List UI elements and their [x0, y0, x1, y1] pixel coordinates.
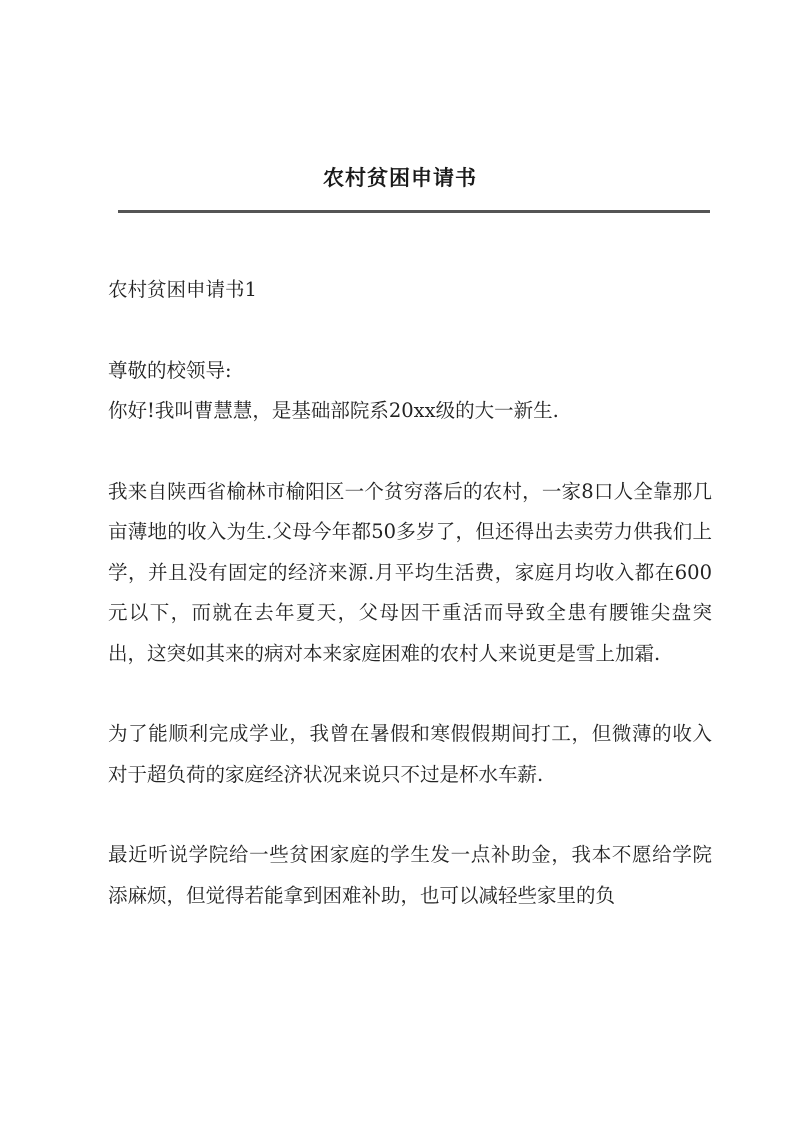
body-paragraph: 我来自陕西省榆林市榆阳区一个贫穷落后的农村，一家8口人全靠那几亩薄地的收入为生.父母今年都50多岁了，但还得出去卖劳力供我们上学，并且没有固定的经济来源.月平均生活费，家庭月均收入都在600元以下，而就在去年夏天，父母因干重活而导致全患有腰锥尖盘突出，这突如其来的病对本来家庭困难的农村人来说更是雪上加霜.	[108, 479, 712, 665]
document-title: 农村贫困申请书	[323, 166, 477, 190]
salutation: 尊敬的校领导:	[108, 358, 232, 382]
document-body	[108, 270, 712, 916]
title-divider	[118, 210, 710, 213]
intro-paragraph: 你好!我叫曹慧慧，是基础部院系20xx级的大一新生.	[108, 399, 559, 422]
body-paragraph: 为了能顺利完成学业，我曾在暑假和寒假假期间打工，但微薄的收入对于超负荷的家庭经济状况来说只不过是杯水车薪.	[108, 722, 712, 786]
body-paragraph: 最近听说学院给一些贫困家庭的学生发一点补助金，我本不愿给学院添麻烦，但觉得若能拿到困难补助，也可以减轻些家里的负	[108, 843, 712, 907]
section-heading: 农村贫困申请书1	[108, 278, 257, 301]
